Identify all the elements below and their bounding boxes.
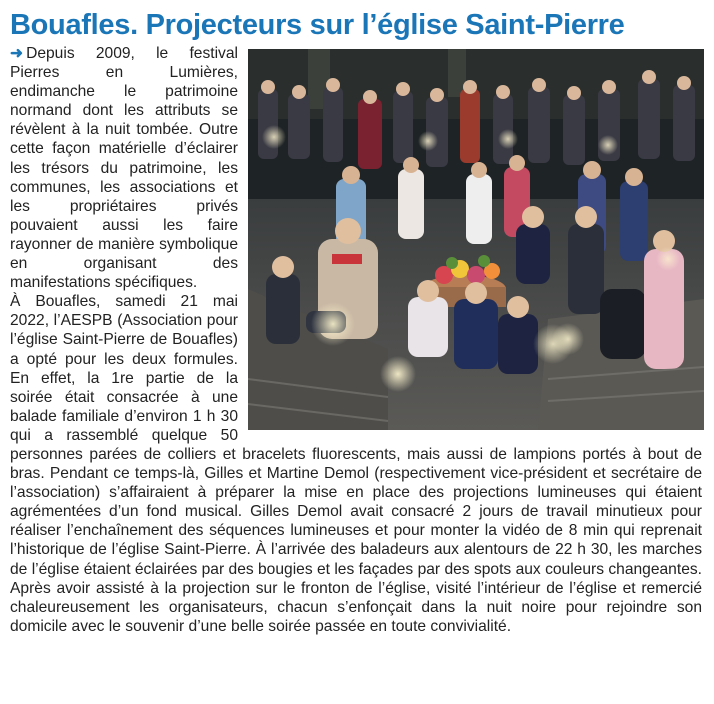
article-body [10,44,702,636]
article-town: Bouafles. [10,9,138,41]
article-paragraph-2: À Bouafles, samedi 21 mai 2022, l’AESPB (Association pour l’église Saint-Pierre de Bouafles) a opté pour les deux formules. En effet, la 1re partie de la soirée était consacrée à une balade familiale d’environ 1 h 30 qui a rassemblé quelque 50 personnes parées de colliers et bracelets fluorescents, mais aussi de lampions portés à bout de bras. Pendant ce temps-là, Gilles et Martine Demol (respectivement vice-président et secrétaire de l’association) s’affairaient à préparer la mise en place des projections lumineuses qui étaient agrémentées d’un fond musical. Gilles Demol avait consacré 2 jours de travail minutieux pour réaliser l’enchaînement des séquences lumineuses et pour monter la vidéo de 8 min qui reprenait l’historique de l’église Saint-Pierre. À l’arrivée des baladeurs aux alentours de 22 h 30, les marches de l’église étaient éclairées par des bougies et les façades par des spots aux couleurs changeantes. Après avoir assisté à la projection sur le fronton de l’église, visité l’intérieur de l’église et remercié chaleureusement les organisateurs, chacun s’enfonçait dans la nuit noire pour rejoindre son domicile avec le souvenir d’une belle soirée passée en toute convivialité. [10,293,702,635]
article-headline [10,8,702,44]
arrow-right-icon: ➜ [10,45,24,62]
paragraph-1-text: Depuis 2009, le festival Pierres en Lumières, endimanche le patrimoine normand dont les attributs se révèlent à la nuit tombée. Outre cette façon matérielle d’éclairer les trésors du patrimoine, les communes, les associations et les propriétaires privés pouvaient aussi les faire rayonner de manière symbolique en organisant des manifestations spécifiques. [10,45,238,292]
night-group-photo [248,49,704,430]
article-photo [248,49,704,430]
article-title: Projecteurs sur l’église Saint-Pierre [145,9,625,41]
